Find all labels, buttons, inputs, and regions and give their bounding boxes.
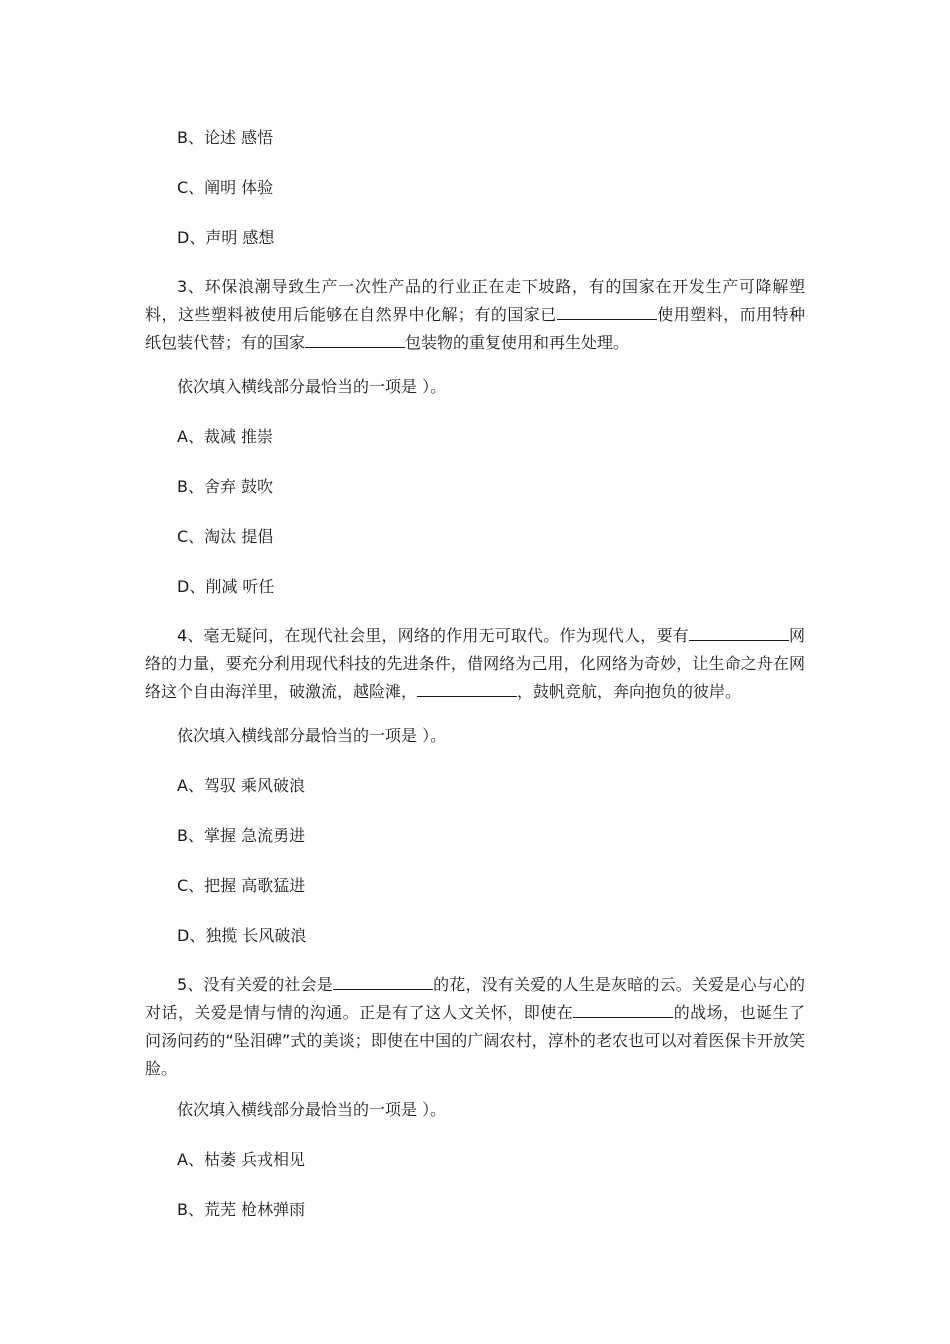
q4-text-2: 网络的力量，要充分利用现代科技的先进条件，借网络为己用，化网络为奇妙，让生命之舟在网络这个自由海洋里，破激流，越险滩， <box>145 626 805 701</box>
q4-option-d: D、独揽 长风破浪 <box>177 926 307 945</box>
q4-blank-1 <box>689 623 789 641</box>
q5-option-b: B、荒芜 枪林弹雨 <box>177 1200 306 1219</box>
q4-option-a: A、驾驭 乘风破浪 <box>177 776 306 795</box>
q4-text-3: ，鼓帆竞航，奔向抱负的彼岸。 <box>517 682 742 701</box>
q2-option-d: D、声明 感想 <box>177 228 275 247</box>
q4-text-1: 4、毫无疑问，在现代社会里，网络的作用无可取代。作为现代人，要有 <box>177 626 689 645</box>
q4-blank-2 <box>417 679 517 697</box>
q4-prompt: 依次填入横线部分最恰当的一项是 ）。 <box>177 726 447 745</box>
q2-option-b: B、论述 感悟 <box>177 128 274 147</box>
q5-text-3: 的战场，也诞生了问汤问药的“坠泪碑”式的美谈；即使在中国的广阔农村，淳朴的老农也可以对着医保卡开放笑脸。 <box>145 1003 805 1078</box>
q3-option-c: C、淘汰 提倡 <box>177 527 274 546</box>
q3-blank-2 <box>305 330 405 348</box>
q3-option-a: A、裁减 推崇 <box>177 427 274 446</box>
q4-question <box>145 622 805 706</box>
q4-option-c: C、把握 高歌猛进 <box>177 876 306 895</box>
q3-text-2: 使用塑料，而用特种纸包装代替；有的国家 <box>145 305 805 352</box>
q2-option-c: C、阐明 体验 <box>177 178 274 197</box>
q3-text-1: 3、环保浪潮导致生产一次性产品的行业正在走下坡路，有的国家在开发生产可降解塑料，这些塑料被使用后能够在自然界中化解；有的国家已 <box>145 277 805 324</box>
q4-option-b: B、掌握 急流勇进 <box>177 826 306 845</box>
q3-text-3: 包装物的重复使用和再生处理。 <box>405 333 630 352</box>
q5-text-2: 的花，没有关爱的人生是灰暗的云。关爱是心与心的对话，关爱是情与情的沟通。正是有了这人文关怀，即使在 <box>145 975 805 1022</box>
q3-option-b: B、舍弃 鼓吹 <box>177 477 274 496</box>
q5-blank-2 <box>573 1000 673 1018</box>
q5-option-a: A、枯萎 兵戎相见 <box>177 1150 306 1169</box>
q3-question <box>145 273 805 357</box>
q5-text-1: 5、没有关爱的社会是 <box>177 975 333 994</box>
q5-prompt: 依次填入横线部分最恰当的一项是 ）。 <box>177 1100 447 1119</box>
q3-prompt: 依次填入横线部分最恰当的一项是 ）。 <box>177 377 447 396</box>
q3-blank-1 <box>557 302 657 320</box>
q5-blank-1 <box>333 972 433 990</box>
q3-option-d: D、削减 听任 <box>177 577 275 596</box>
q5-question <box>145 971 805 1083</box>
